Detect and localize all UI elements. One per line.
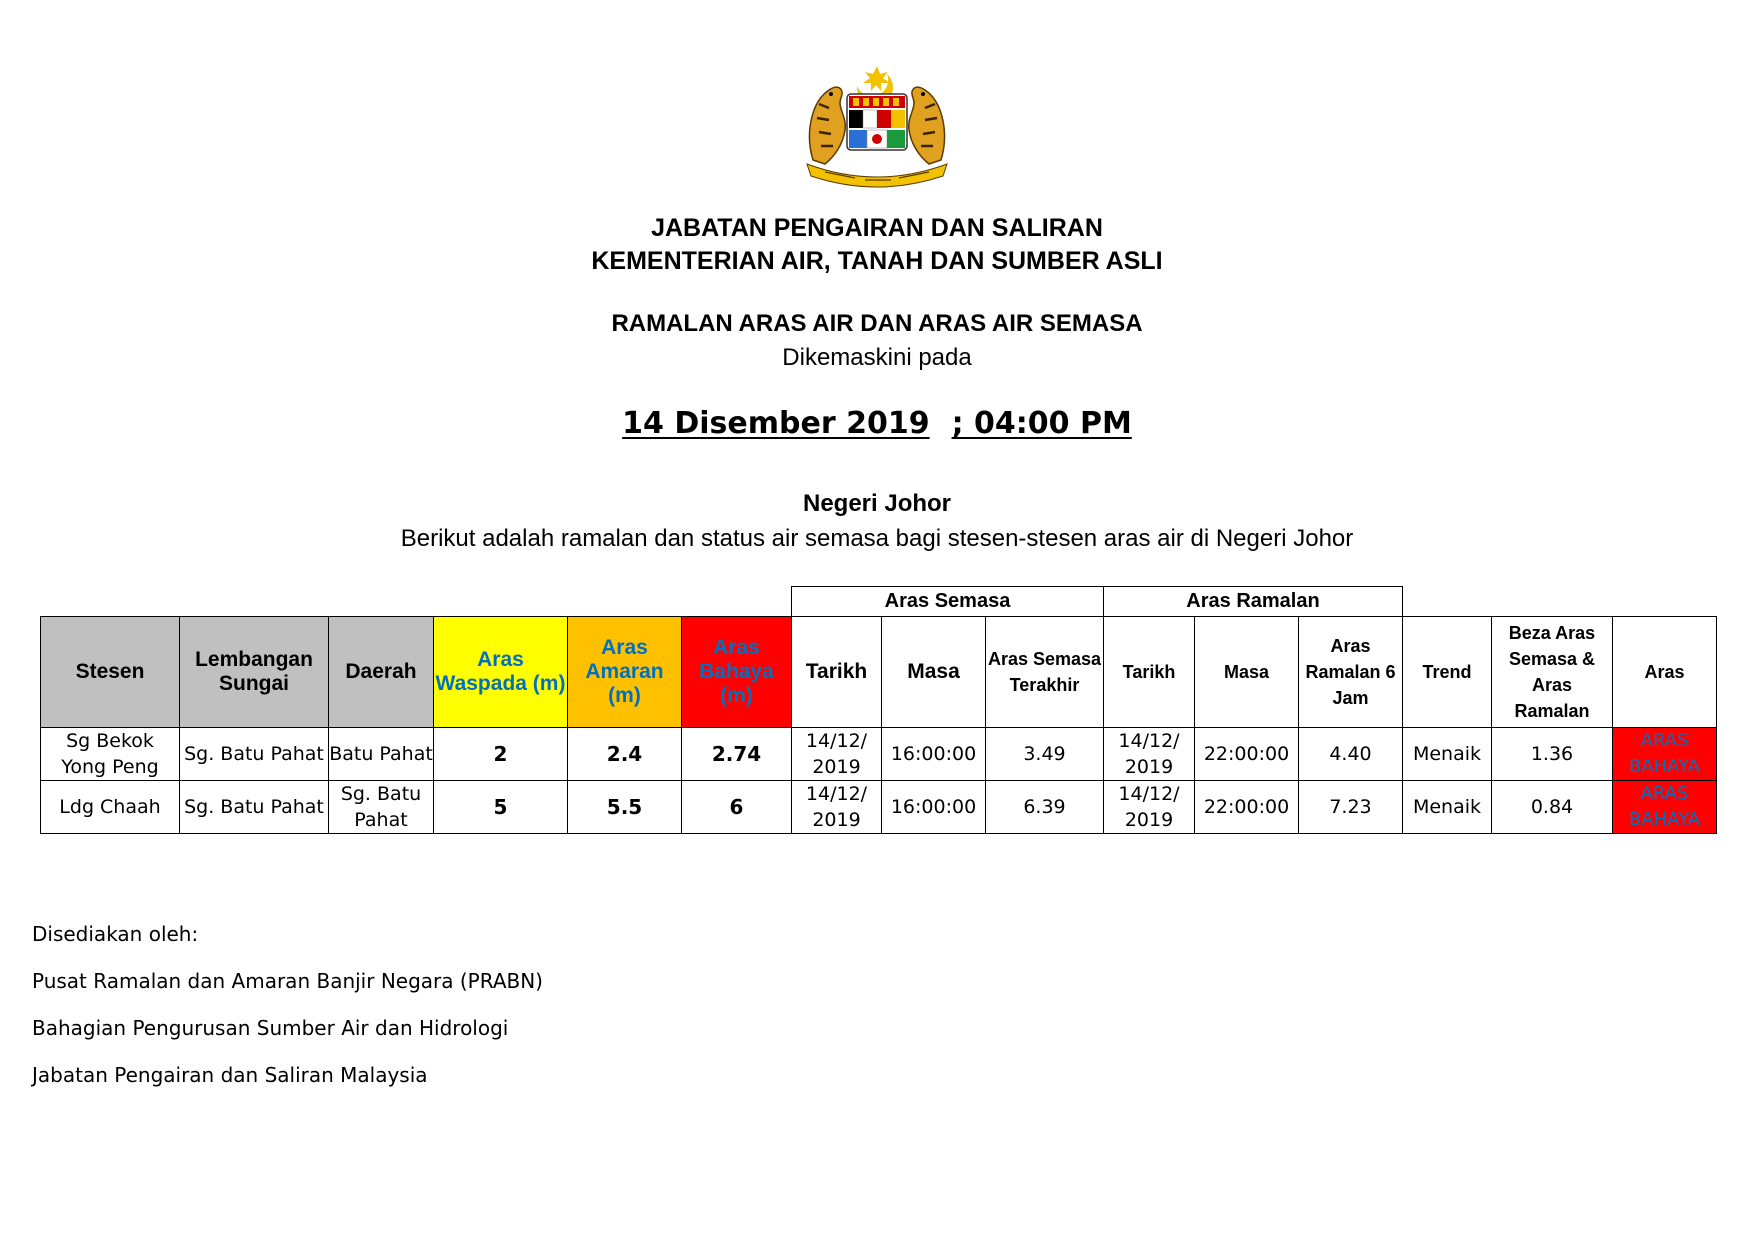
cell-station: Sg Bekok Yong Peng: [41, 728, 180, 781]
cell-current-time: 16:00:00: [882, 728, 986, 781]
col-header-district: Daerah: [329, 617, 434, 728]
cell-alert-level: 5: [434, 781, 568, 834]
update-time: ; 04:00 PM: [951, 406, 1132, 441]
col-header-alert-level: Aras Waspada (m): [434, 617, 568, 728]
updated-label: Dikemaskini pada: [782, 344, 972, 371]
intro-text: Berikut adalah ramalan dan status air semasa bagi stesen-stesen aras air di Negeri Johor: [400, 525, 1354, 552]
col-header-basin: Lembangan Sungai: [180, 617, 329, 728]
col-header-forecast-date: Tarikh: [1104, 617, 1195, 728]
update-date: 14 Disember 2019: [622, 406, 930, 441]
cell-difference: 1.36: [1492, 728, 1613, 781]
cell-current-level: 3.49: [986, 728, 1104, 781]
cell-basin: Sg. Batu Pahat: [180, 781, 329, 834]
cell-forecast-level: 7.23: [1299, 781, 1403, 834]
cell-trend: Menaik: [1403, 781, 1492, 834]
status-badge: ARAS BAHAYA: [1613, 781, 1717, 834]
col-header-current-date: Tarikh: [792, 617, 882, 728]
report-title: RAMALAN ARAS AIR DAN ARAS AIR SEMASA: [611, 310, 1143, 337]
water-level-table: [40, 586, 1717, 834]
prepared-by-department: Jabatan Pengairan dan Saliran Malaysia: [32, 1063, 428, 1087]
cell-warning-level: 2.4: [568, 728, 682, 781]
update-datetime: [0, 406, 1754, 441]
cell-trend: Menaik: [1403, 728, 1492, 781]
cell-forecast-date: 14/12/ 2019: [1104, 781, 1195, 834]
cell-district: Sg. Batu Pahat: [329, 781, 434, 834]
cell-basin: Sg. Batu Pahat: [180, 728, 329, 781]
group-header-forecast: Aras Ramalan: [1104, 587, 1403, 617]
cell-alert-level: 2: [434, 728, 568, 781]
col-header-warning-level: Aras Amaran (m): [568, 617, 682, 728]
ministry-name: KEMENTERIAN AIR, TANAH DAN SUMBER ASLI: [591, 247, 1163, 275]
state-heading: Negeri Johor: [802, 490, 952, 517]
group-header-current: Aras Semasa: [792, 587, 1104, 617]
cell-forecast-time: 22:00:00: [1195, 781, 1299, 834]
col-header-status: Aras: [1613, 617, 1717, 728]
cell-current-date: 14/12/ 2019: [792, 781, 882, 834]
prepared-by-label: Disediakan oleh:: [32, 922, 199, 946]
prepared-by-center: Pusat Ramalan dan Amaran Banjir Negara (PRABN): [32, 969, 543, 993]
col-header-forecast-time: Masa: [1195, 617, 1299, 728]
col-header-danger-level: Aras Bahaya (m): [682, 617, 792, 728]
coat-of-arms-icon: [795, 64, 959, 188]
status-badge: ARAS BAHAYA: [1613, 728, 1717, 781]
table-row: [41, 781, 1717, 834]
cell-warning-level: 5.5: [568, 781, 682, 834]
col-header-difference: Beza Aras Semasa & Aras Ramalan: [1492, 617, 1613, 728]
cell-current-time: 16:00:00: [882, 781, 986, 834]
cell-station: Ldg Chaah: [41, 781, 180, 834]
cell-district: Batu Pahat: [329, 728, 434, 781]
col-header-forecast-level: Aras Ramalan 6 Jam: [1299, 617, 1403, 728]
table-row: [41, 728, 1717, 781]
col-header-station: Stesen: [41, 617, 180, 728]
cell-forecast-date: 14/12/ 2019: [1104, 728, 1195, 781]
cell-difference: 0.84: [1492, 781, 1613, 834]
prepared-by-division: Bahagian Pengurusan Sumber Air dan Hidrologi: [32, 1016, 509, 1040]
department-name: JABATAN PENGAIRAN DAN SALIRAN: [651, 214, 1103, 242]
cell-danger-level: 2.74: [682, 728, 792, 781]
col-header-trend: Trend: [1403, 617, 1492, 728]
cell-current-date: 14/12/ 2019: [792, 728, 882, 781]
cell-forecast-time: 22:00:00: [1195, 728, 1299, 781]
col-header-current-time: Masa: [882, 617, 986, 728]
cell-danger-level: 6: [682, 781, 792, 834]
cell-current-level: 6.39: [986, 781, 1104, 834]
cell-forecast-level: 4.40: [1299, 728, 1403, 781]
col-header-current-level: Aras Semasa Terakhir: [986, 617, 1104, 728]
